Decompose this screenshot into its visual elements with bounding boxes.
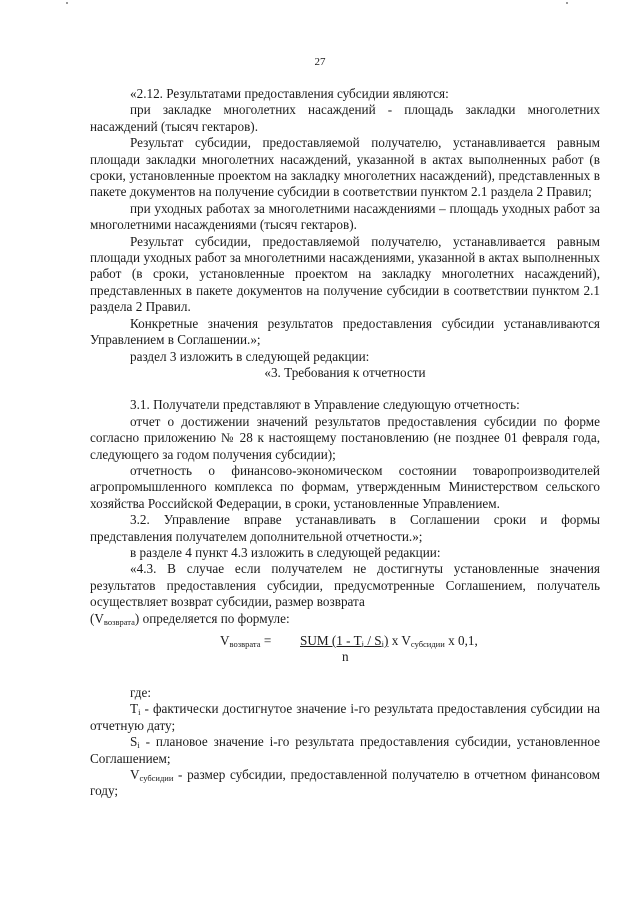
formula-num-b: / S [364, 633, 382, 648]
document-body [90, 86, 600, 800]
definition-sub: субсидии [139, 773, 174, 784]
definition-text: - фактически достигнутое значение i-го результата предоставления субсидии на отчетную дату; [90, 701, 600, 733]
paragraph: при закладке многолетних насаждений - площадь закладки многолетних насаждений (тысяч гектаров). [90, 102, 600, 134]
formula-lhs-sub: возврата [229, 639, 261, 649]
formula-lhs-var: V [220, 633, 230, 648]
paragraph: «2.12. Результатами предоставления субсидии являются: [130, 86, 449, 101]
formula-tail: x 0,1, [444, 633, 478, 648]
paragraph: Результат субсидии, предоставляемой получателю, устанавливается равным площади закладки многолетних насаждений, указанной в актах выполненных работ (в сроки, установленные проектом на закладку многолетних насаждений), представленных в пакете документов на получение субсидии в соответствии пунктом 2.1 раздела 2 Правил; [90, 135, 600, 200]
formula-numerator [300, 633, 478, 649]
paragraph: «4.3. В случае если получателем не достигнуты установленные значения результатов предоставления субсидии, предусмотренные Соглашением, получатель осуществляет возврат субсидии, размер возврата [90, 561, 600, 610]
paragraph: Конкретные значения результатов предоставления субсидии устанавливаются Управлением в Соглашении.»; [90, 315, 600, 348]
formula-denominator: n [342, 649, 349, 664]
formula-eq: = [260, 633, 272, 648]
where-label: где: [130, 685, 151, 700]
formula-num-a: SUM (1 - T [300, 633, 362, 648]
definition-text: - размер субсидии, предоставленной получателю в отчетном финансовом году; [90, 767, 600, 799]
formula-num-sub-s: i [381, 639, 385, 649]
formula-intro-suffix: ) определяется по формуле: [134, 610, 290, 626]
paragraph: в разделе 4 пункт 4.3 изложить в следующей редакции: [130, 544, 441, 560]
scan-mark [566, 2, 568, 4]
formula-intro-sub: возврата [103, 616, 135, 627]
paragraph: отчет о достижении значений результатов предоставления субсидии по форме согласно приложению № 28 к настоящему постановлению (не позднее 01 февраля года, следующего за годом получения субсидии); [90, 413, 600, 462]
paragraph: при уходных работах за многолетними насаждениями – площадь уходных работ за многолетними насаждениями (тысяч гектаров). [90, 200, 600, 233]
definition-var: T [130, 701, 139, 717]
formula-mult: x V [388, 633, 411, 648]
formula-intro-prefix: (V [90, 610, 104, 626]
definition [90, 701, 600, 734]
definition [90, 734, 600, 767]
paragraph: раздел 3 изложить в следующей редакции: [130, 348, 370, 364]
definition-var: S [130, 734, 138, 750]
definition-sub: i [138, 707, 141, 718]
formula [90, 629, 600, 669]
formula-fraction-top [300, 633, 388, 648]
formula-lhs [220, 633, 271, 649]
paragraph: 3.2. Управление вправе устанавливать в Соглашении сроки и формы представления получателем дополнительной отчетности.»; [90, 512, 600, 544]
formula-v-sub: субсидии [410, 639, 445, 649]
paragraph: отчетность о финансово-экономическом состоянии товаропроизводителей агропромышленного комплекса по формам, утвержденным Министерством сельского хозяйства Российской Федерации, в сроки, установленные Управлением. [90, 462, 600, 511]
paragraph: Результат субсидии, предоставляемой получателю, устанавливается равным площади уходных работ за многолетними насаждениями, указанной в актах выполненных работ (в сроки, установленные проектом на закладку многолетних насаждений), представленных в пакете документов на получение субсидии в соответствии пунктом 2.1 раздела 2 Правил. [90, 233, 600, 315]
spacer [90, 381, 600, 397]
definition-var: V [130, 767, 140, 783]
paragraph: 3.1. Получатели представляют в Управление следующую отчетность: [130, 397, 520, 413]
page-number: 27 [314, 56, 326, 68]
definition [90, 767, 600, 800]
formula-intro [90, 611, 600, 627]
formula-num-sub-t: i [361, 639, 365, 649]
formula-num-c: ) [384, 633, 389, 648]
section-heading: «3. Требования к отчетности [264, 364, 426, 380]
definition-sub: i [137, 740, 140, 751]
spacer [90, 669, 600, 685]
scan-mark [66, 2, 68, 4]
definition-text: - плановое значение i-го результата предоставления субсидии, установленное Соглашением; [90, 734, 600, 766]
